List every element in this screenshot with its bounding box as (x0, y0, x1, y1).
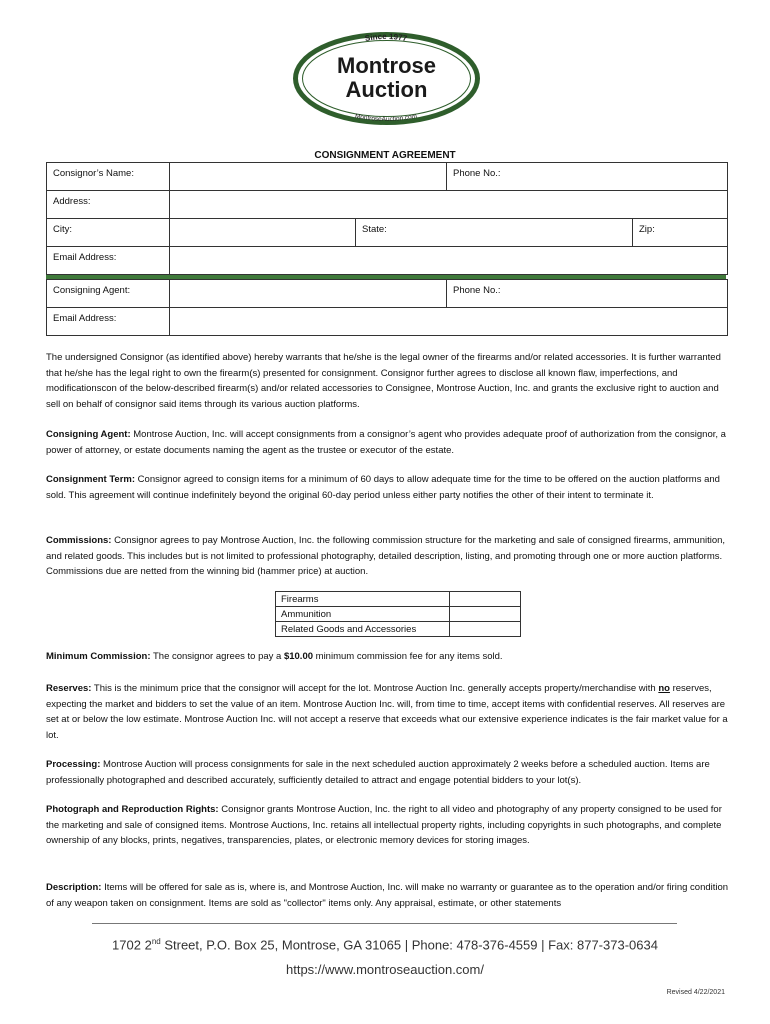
commission-item: Related Goods and Accessories (276, 622, 450, 637)
city-field[interactable] (170, 219, 356, 247)
reserves-paragraph: Reserves: This is the minimum price that the consignor will accept for the lot. Montrose Auction Inc. generally accepts property/merchandise with no reserves, expecting the market and bidders to set the value of an item. Montrose Auction Inc. will, from time to time, accept items with confidential reserves. All reserves are set at or below the low estimate. Montrose Auction Inc. will not accept a reserve that exceeds what our extensive experience indicates is the fair market value for a lot. (46, 683, 728, 741)
commission-table (275, 591, 521, 637)
commission-row-accessories (276, 622, 521, 637)
logo-site: MontroseAuction.com (354, 112, 418, 124)
footer-address: 1702 2nd Street, P.O. Box 25, Montrose, GA 31065 | Phone: 478-376-4559 | Fax: 877-373-0634 (112, 937, 658, 953)
reserves-no: no (658, 683, 670, 694)
document-title: CONSIGNMENT AGREEMENT (314, 150, 456, 161)
state-label: State: (362, 224, 387, 235)
state-field[interactable] (356, 219, 633, 247)
processing-paragraph: Processing: Montrose Auction will process consignments for sale in the next scheduled auction approximately 2 weeks before a scheduled auction. Items are professionally photographed and described accurately, sufficiently detailed to attract and engage potential bidders to your lot(s). (46, 759, 710, 786)
email-label: Email Address: (47, 247, 170, 275)
footer-website-link[interactable]: https://www.montroseauction.com/ (286, 962, 484, 977)
consignment-term-paragraph: Consignment Term: Consignor agreed to consign items for a minimum of 60 days to allow adequate time for the time to be offered on the auction platforms and sold. This agreement will continue indefinitely beyond the original 60-day period unless either party notifies the other of their intent to terminate it. (46, 474, 720, 501)
description-paragraph: Description: Items will be offered for sale as is, where is, and Montrose Auction, Inc. will make no warranty or guarantee as to the operation and/or firing condition of any weapon taken on consignment. Items are sold as "collector" items only. Any appraisal, estimate, or other statements (46, 882, 729, 909)
photo-rights-paragraph: Photograph and Reproduction Rights: Consignor grants Montrose Auction, Inc. the right to all video and photography of any property consigned to be used for the marketing and sale of consigned items. Montrose Auctions, Inc. retains all intellectual property rights, including copyrights in such photographs, and complete ownership of any blocks, prints, negatives, transparencies, plates, or electronic memory devices for storing images. (46, 804, 722, 846)
email-field[interactable] (170, 247, 728, 275)
commission-row-firearms (276, 592, 521, 607)
commission-rate-field[interactable] (450, 622, 521, 637)
consignor-name-label: Consignor’s Name: (47, 163, 170, 191)
address-field[interactable] (170, 191, 728, 219)
agent-phone-field[interactable] (447, 280, 728, 308)
zip-label: Zip: (639, 224, 655, 235)
consigning-agent-paragraph: Consigning Agent: Montrose Auction, Inc. will accept consignments from a consignor’s agent who provides adequate proof of authorization from the consignor, a power of attorney, or estate documents naming the agent as the trustee or executor of the estate. (46, 429, 726, 456)
consignor-phone-field[interactable] (447, 163, 728, 191)
description-heading: Description: (46, 882, 102, 893)
commission-row-ammunition (276, 607, 521, 622)
commission-rate-field[interactable] (450, 592, 521, 607)
consigning-agent-heading: Consigning Agent: (46, 429, 131, 440)
city-label: City: (47, 219, 170, 247)
photo-rights-heading: Photograph and Reproduction Rights: (46, 804, 219, 815)
commissions-paragraph: Commissions: Consignor agrees to pay Montrose Auction, Inc. the following commission structure for the marketing and sale of consigned firearms, ammunition, and related goods. This includes but is not limited to professional photography, detailed description, listing, and promoting through one or more auction platforms. Commissions due are netted from the winning bid (hammer price) at auction. (46, 535, 726, 577)
montrose-auction-logo (292, 31, 481, 126)
agent-field[interactable] (170, 280, 447, 308)
zip-field[interactable] (633, 219, 728, 247)
logo-name-line1: Montrose (337, 53, 436, 78)
consignor-info-table (46, 162, 728, 275)
minimum-commission-heading: Minimum Commission: (46, 651, 151, 662)
commission-item: Ammunition (276, 607, 450, 622)
agent-email-label: Email Address: (47, 308, 170, 336)
agent-phone-label: Phone No.: (453, 285, 501, 296)
commission-rate-field[interactable] (450, 607, 521, 622)
minimum-commission-paragraph: Minimum Commission: The consignor agrees to pay a $10.00 minimum commission fee for any items sold. (46, 651, 503, 662)
commissions-heading: Commissions: (46, 535, 112, 546)
agent-label: Consigning Agent: (47, 280, 170, 308)
commission-item: Firearms (276, 592, 450, 607)
address-label: Address: (47, 191, 170, 219)
intro-paragraph: The undersigned Consignor (as identified above) hereby warrants that he/she is the legal owner of the firearms and/or related accessories. It is further warranted that he/she has the legal right to own the firearm(s) presented for consignment. Consignor further agrees to disclose all known flaw, imperfections, and modificationscon of the below-described firearm(s) and/or related accessories to Consignee, Montrose Auction, Inc. and grants the exclusive right to auction and sell on behalf of consignor said items through its various auction platforms. (46, 352, 721, 410)
agent-email-field[interactable] (170, 308, 728, 336)
consignment-term-heading: Consignment Term: (46, 474, 136, 485)
revised-date: Revised 4/22/2021 (666, 989, 725, 996)
consignor-name-field[interactable] (170, 163, 447, 191)
agent-info-table (46, 279, 728, 336)
logo-since: Since 1977 (364, 31, 408, 44)
reserves-heading: Reserves: (46, 683, 92, 694)
footer-divider (92, 923, 677, 924)
consignor-phone-label: Phone No.: (453, 168, 501, 179)
processing-heading: Processing: (46, 759, 101, 770)
minimum-amount: $10.00 (283, 651, 314, 662)
logo-name-line2: Auction (345, 77, 428, 102)
